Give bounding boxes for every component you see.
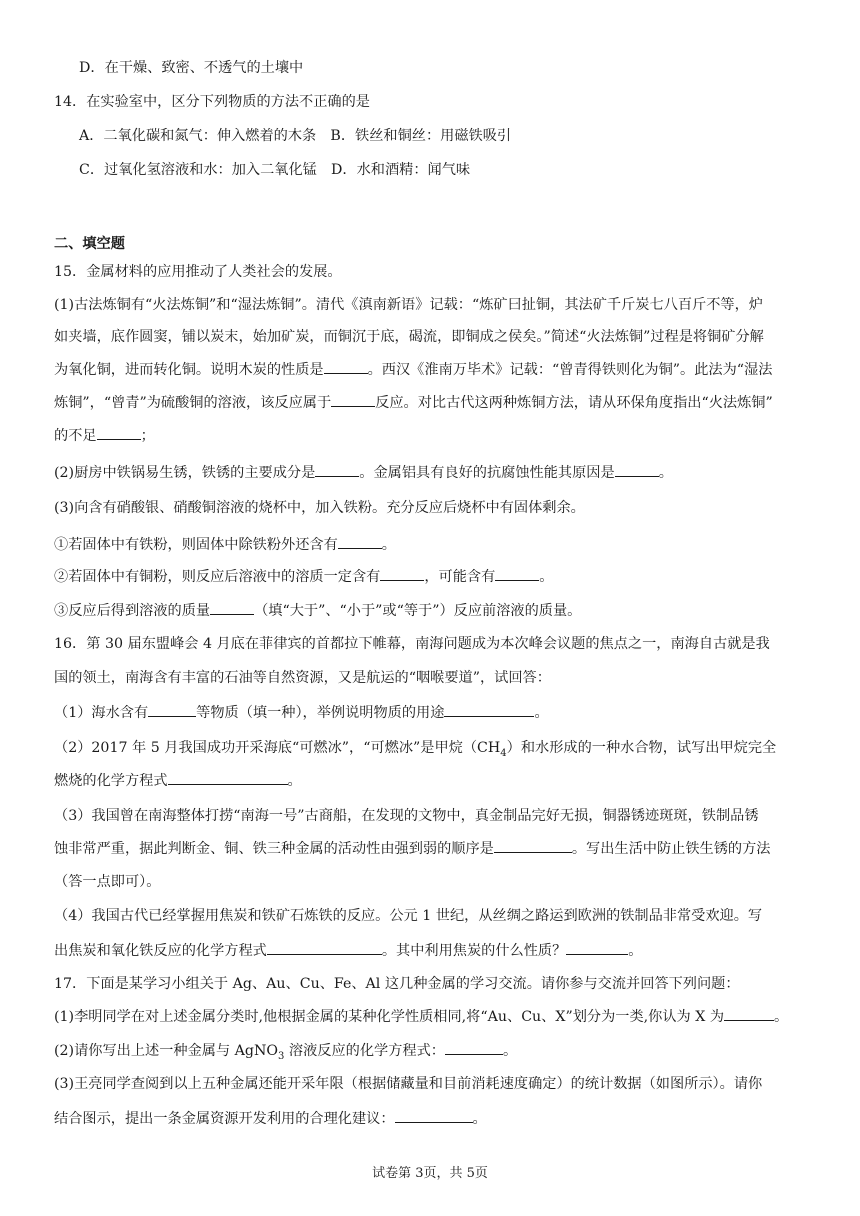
section-title: 二、填空题 <box>54 236 125 252</box>
text: 等物质（填一种），举例说明物质的用途 <box>196 705 445 721</box>
q17-part3-line1: (3)王亮同学查阅到以上五种金属还能开采年限（根据储藏量和目前消耗速度确定）的统计数据（如图所示）。请你 <box>54 1076 763 1092</box>
answer-blank[interactable] <box>97 425 141 440</box>
text: ②若固体中有铜粉，则反应后溶液中的溶质一定含有 <box>54 569 381 585</box>
q16-part2-line2 <box>54 770 302 791</box>
subscript: 4 <box>500 747 507 759</box>
text: 。 <box>472 1111 487 1127</box>
text: 的不足 <box>54 428 97 444</box>
q14-stem: 14．在实验室中，区分下列物质的方法不正确的是 <box>54 94 370 110</box>
text: 。 <box>774 1009 789 1025</box>
text: (1)李明同学在对上述金属分类时,他根据金属的某种化学性质相同,将“Au、Cu、X”划分为一类,你认为 X 为 <box>54 1009 725 1025</box>
q16-stem-line2: 国的领土，南海含有丰富的石油等自然资源，又是航运的“咽喉要道”，试回答： <box>54 670 551 686</box>
q16-part2-line1 <box>54 738 776 764</box>
q13-option-d: D．在干燥、致密、不透气的土壤中 <box>79 60 304 76</box>
q14-options-row1: A．二氧化碳和氮气：伸入燃着的木条 B．铁丝和铜丝：用磁铁吸引 <box>79 128 512 144</box>
text: （2）2017 年 5 月我国成功开采海底“可燃冰”，“可燃冰”是甲烷（CH <box>54 740 501 756</box>
answer-blank[interactable] <box>495 566 539 581</box>
answer-blank[interactable] <box>724 1006 774 1021</box>
text: 。其中利用焦炭的什么性质？ <box>381 943 567 959</box>
q15-sub1 <box>54 534 396 555</box>
answer-blank[interactable] <box>494 838 572 853</box>
q15-part1-line4 <box>54 392 773 413</box>
page-footer: 试卷第 3页，共 5页 <box>372 1166 488 1181</box>
answer-blank[interactable] <box>324 359 368 374</box>
q16-part3-line2 <box>54 838 770 859</box>
answer-blank[interactable] <box>566 940 628 955</box>
text: 。金属铝具有良好的抗腐蚀性能其原因是 <box>359 465 615 481</box>
q16-part3-line3: （答一点即可）。 <box>54 874 161 890</box>
text: 。 <box>658 465 673 481</box>
answer-blank[interactable] <box>380 566 424 581</box>
answer-blank[interactable] <box>444 702 534 717</box>
q15-part1-line3 <box>54 359 772 380</box>
answer-blank[interactable] <box>338 534 382 549</box>
text: (2)厨房中铁锅易生锈，铁锈的主要成分是 <box>54 465 316 481</box>
q17-part2 <box>54 1040 517 1067</box>
q15-part1-line1: (1)古法炼铜有“火法炼铜”和“湿法炼铜”。清代《滇南新语》记载：“炼矿曰扯铜，其法矿千斤炭七八百斤不等，炉 <box>54 297 763 313</box>
text: 为氧化铜，进而转化铜。说明木炭的性质是 <box>54 362 324 378</box>
answer-blank[interactable] <box>315 462 359 477</box>
q15-part1-line2: 如夹墙，底作圆窦，铺以炭末，始加矿炭，而铜沉于底，碣流，即铜成之侯矣。”简述“火法炼铜”过程是将铜矿分解 <box>54 329 764 345</box>
text: 出焦炭和氧化铁反应的化学方程式 <box>54 943 267 959</box>
q15-sub2 <box>54 566 553 587</box>
text: ）和水形成的一种水合物，试写出甲烷完全 <box>506 740 777 756</box>
text: 燃烧的化学方程式 <box>54 773 168 789</box>
text: 。写出生活中防止铁生锈的方法 <box>571 841 771 857</box>
text: ③反应后得到溶液的质量 <box>54 603 211 619</box>
text: 反应。对比古代这两种炼铜方法，请从环保角度指出“火法炼铜” <box>375 395 773 411</box>
answer-blank[interactable] <box>148 702 196 717</box>
answer-blank[interactable] <box>210 600 254 615</box>
text: 。 <box>287 773 302 789</box>
q15-part3: (3)向含有硝酸银、硝酸铜溶液的烧杯中，加入铁粉。充分反应后烧杯中有固体剩余。 <box>54 500 585 516</box>
text: ，可能含有 <box>424 569 496 585</box>
text: （填“大于”、“小于”或“等于”）反应前溶液的质量。 <box>254 603 582 619</box>
q17-part1 <box>54 1006 788 1027</box>
answer-blank[interactable] <box>615 462 659 477</box>
text: 。 <box>628 943 643 959</box>
q16-part1 <box>54 702 549 723</box>
text: 。 <box>534 705 549 721</box>
text: 蚀非常严重，据此判断金、铜、铁三种金属的活动性由强到弱的顺序是 <box>54 841 494 857</box>
text: 。 <box>539 569 554 585</box>
text: (2)请你写出上述一种金属与 AgNO <box>54 1043 279 1059</box>
answer-blank[interactable] <box>267 940 382 955</box>
q17-part3-line2 <box>54 1108 487 1129</box>
subscript: 3 <box>278 1050 285 1062</box>
text: 溶液反应的化学方程式： <box>284 1043 445 1059</box>
q16-stem-line1: 16．第 30 届东盟峰会 4 月底在菲律宾的首都拉下帷幕，南海问题成为本次峰会议题的焦点之一，南海自古就是我 <box>54 636 770 652</box>
text: 。西汉《淮南万毕术》记载：“曾青得铁则化为铜”。此法为“湿法 <box>367 362 773 378</box>
text: 。 <box>381 537 396 553</box>
answer-blank[interactable] <box>445 1040 503 1055</box>
answer-blank[interactable] <box>168 770 288 785</box>
q14-options-row2: C．过氧化氢溶液和水：加入二氧化锰 D．水和酒精：闻气味 <box>79 162 471 178</box>
text: ①若固体中有铁粉，则固体中除铁粉外还含有 <box>54 537 338 553</box>
q17-stem: 17．下面是某学习小组关于 Ag、Au、Cu、Fe、Al 这几种金属的学习交流。请你参与交流并回答下列问题： <box>54 976 740 992</box>
text: （1）海水含有 <box>54 705 149 721</box>
text: 炼铜”，“曾青”为硫酸铜的溶液，该反应属于 <box>54 395 332 411</box>
q15-sub3 <box>54 600 581 621</box>
q16-part3-line1: （3）我国曾在南海整体打捞“南海一号”古商船，在发现的文物中，真金制品完好无损，铜器锈迹斑斑，铁制品锈 <box>54 808 759 824</box>
text: 结合图示，提出一条金属资源开发利用的合理化建议： <box>54 1111 395 1127</box>
text: 。 <box>503 1043 518 1059</box>
q15-part2 <box>54 462 673 483</box>
q16-part4-line2 <box>54 940 642 961</box>
text: ； <box>140 428 155 444</box>
answer-blank[interactable] <box>331 392 375 407</box>
q15-part1-line5 <box>54 425 155 446</box>
q16-part4-line1: （4）我国古代已经掌握用焦炭和铁矿石炼铁的反应。公元 1 世纪，从丝绸之路运到欧洲的铁制品非常受欢迎。写 <box>54 908 763 924</box>
q15-stem: 15．金属材料的应用推动了人类社会的发展。 <box>54 264 342 280</box>
answer-blank[interactable] <box>395 1108 473 1123</box>
